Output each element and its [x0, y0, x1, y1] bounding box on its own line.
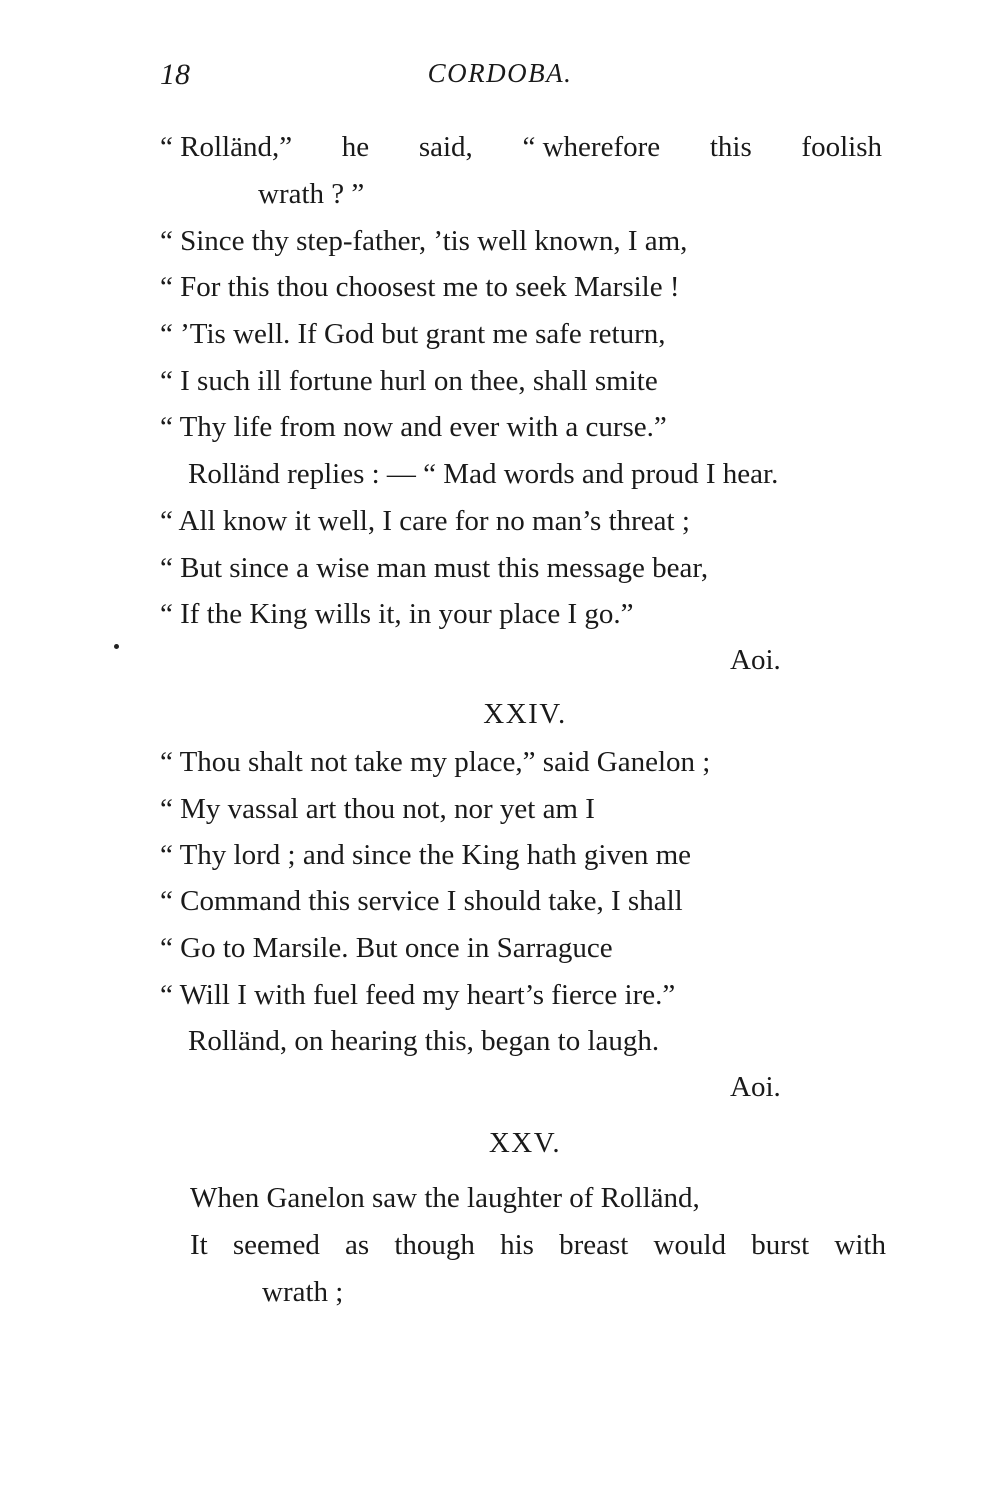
verse-word: It [190, 1229, 208, 1261]
verse-line: “ For this thou choosest me to seek Marsile ! [160, 271, 680, 303]
aoi-refrain: Aoi. [730, 644, 781, 676]
verse-line: “ Thy life from now and ever with a curse.” [160, 411, 667, 443]
verse-word: as [345, 1229, 370, 1261]
verse-line: “ Thou shalt not take my place,” said Ganelon ; [160, 746, 711, 778]
verse-line: “ Thy lord ; and since the King hath given me [160, 839, 692, 871]
verse-line: “ If the King wills it, in your place I go.” [160, 598, 634, 630]
verse-line: “ But since a wise man must this message bear, [160, 552, 709, 584]
verse-line: When Ganelon saw the laughter of Rolländ, [190, 1182, 700, 1214]
verse-word: burst [751, 1229, 810, 1261]
verse-line: “ ’Tis well. If God but grant me safe return, [160, 318, 666, 350]
verse-word: his [500, 1229, 534, 1261]
verse-line: wrath ? ” [258, 178, 365, 210]
verse-line [160, 130, 882, 164]
verse-word: said, [418, 131, 473, 163]
running-head: CORDOBA. [427, 58, 573, 88]
verse-line: Rolländ replies : — “ Mad words and proud I hear. [188, 458, 779, 490]
verse-word: this [709, 131, 752, 163]
stanza-heading: XXIV. [483, 698, 567, 730]
verse-word: foolish [801, 131, 882, 163]
verse-word: “ Rolländ,” [160, 131, 293, 163]
stanza-heading: XXV. [488, 1127, 562, 1159]
verse-line: “ All know it well, I care for no man’s threat ; [160, 505, 690, 537]
verse-word: breast [559, 1229, 629, 1261]
aoi-refrain: Aoi. [730, 1071, 781, 1103]
verse-word: with [834, 1229, 886, 1261]
verse-line: “ Will I with fuel feed my heart’s fierce ire.” [160, 979, 676, 1011]
verse-line: “ My vassal art thou not, nor yet am I [160, 793, 595, 825]
verse-word: seemed [232, 1229, 320, 1261]
stray-mark [114, 644, 119, 649]
verse-line: Rolländ, on hearing this, began to laugh. [188, 1025, 660, 1057]
verse-word: “ wherefore [522, 131, 661, 163]
verse-line: “ I such ill fortune hurl on thee, shall smite [160, 365, 658, 397]
verse-line: “ Go to Marsile. But once in Sarraguce [160, 932, 613, 964]
verse-line: wrath ; [262, 1276, 344, 1308]
verse-word: would [653, 1229, 727, 1261]
verse-line [190, 1228, 886, 1262]
verse-line: “ Since thy step-father, ’tis well known, I am, [160, 225, 688, 257]
verse-word: though [394, 1229, 475, 1261]
verse-word: he [341, 131, 370, 163]
verse-line: “ Command this service I should take, I shall [160, 885, 683, 917]
page-number: 18 [160, 58, 190, 91]
